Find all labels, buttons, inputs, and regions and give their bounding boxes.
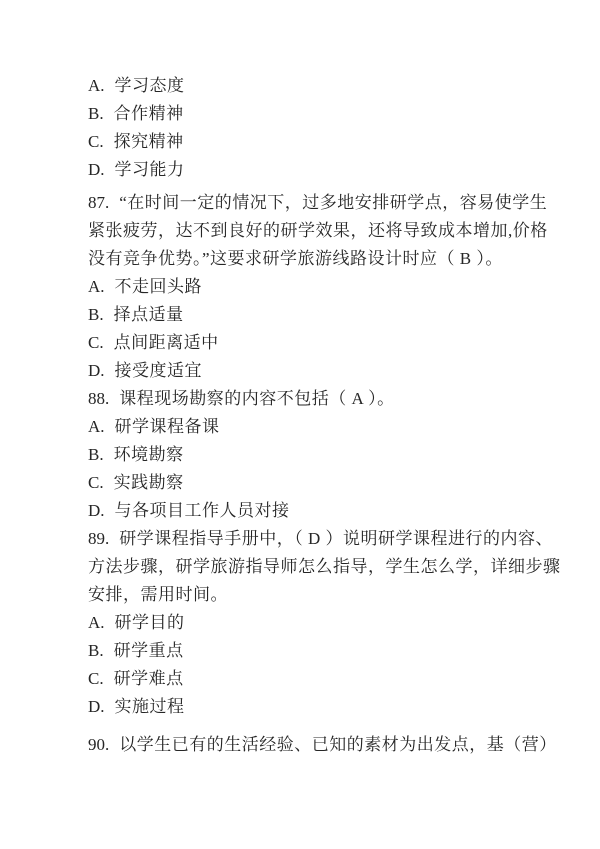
option-text: 接受度适宜 — [114, 361, 203, 380]
option-line — [88, 100, 570, 128]
option-line — [88, 441, 570, 469]
option-line — [88, 693, 570, 721]
option-text: 学习能力 — [114, 160, 185, 179]
option-label: C. — [88, 669, 104, 688]
option-line — [88, 273, 570, 301]
option-line — [88, 72, 570, 100]
question-86-options — [88, 72, 570, 184]
option-line — [88, 497, 570, 525]
option-text: 研学难点 — [113, 669, 184, 688]
option-text: 择点适量 — [113, 305, 184, 324]
option-text: 实施过程 — [114, 697, 185, 716]
option-label: A. — [88, 277, 105, 296]
option-line — [88, 301, 570, 329]
option-label: B. — [88, 445, 104, 464]
option-text: 合作精神 — [113, 104, 184, 123]
question-stem-line: 方法步骤，研学旅游指导师怎么指导，学生怎么学，详细步骤 — [88, 557, 561, 576]
option-label: C. — [88, 333, 104, 352]
option-line — [88, 469, 570, 497]
option-label: A. — [88, 417, 105, 436]
question-87 — [88, 189, 570, 385]
question-number: 89. — [88, 529, 110, 548]
option-label: A. — [88, 76, 105, 95]
question-90 — [88, 731, 570, 759]
option-line — [88, 413, 570, 441]
stem-text: 研学课程指导手册中，（ D ）说明研学课程进行的内容、 — [119, 529, 554, 548]
question-stem-line — [88, 189, 570, 217]
option-text: 研学目的 — [114, 613, 185, 632]
option-line — [88, 637, 570, 665]
option-label: A. — [88, 613, 105, 632]
option-label: D. — [88, 160, 105, 179]
option-line — [88, 128, 570, 156]
option-text: 学习态度 — [114, 76, 185, 95]
option-text: 与各项目工作人员对接 — [114, 501, 290, 520]
question-stem-line — [88, 385, 570, 413]
option-label: B. — [88, 641, 104, 660]
option-label: C. — [88, 473, 104, 492]
option-label: D. — [88, 361, 105, 380]
question-89 — [88, 525, 570, 721]
question-stem-line: 没有竞争优势。”这要求研学旅游线路设计时应（ B ）。 — [88, 249, 503, 268]
option-text: 研学课程备课 — [114, 417, 220, 436]
option-label: B. — [88, 305, 104, 324]
question-stem-line: 紧张疲劳，达不到良好的研学效果，还将导致成本增加,价格 — [88, 221, 548, 240]
option-text: 不走回头路 — [114, 277, 203, 296]
option-text: 探究精神 — [113, 132, 184, 151]
stem-text: 以学生已有的生活经验、已知的素材为出发点，基（营） — [119, 735, 557, 754]
stem-text: 课程现场勘察的内容不包括（ A ）。 — [119, 389, 395, 408]
stem-text: “在时间一定的情况下，过多地安排研学点，容易使学生 — [119, 193, 548, 212]
question-number: 87. — [88, 193, 110, 212]
option-label: B. — [88, 104, 104, 123]
question-stem-line — [88, 731, 570, 759]
question-number: 90. — [88, 735, 110, 754]
option-text: 点间距离适中 — [113, 333, 219, 352]
question-number: 88. — [88, 389, 110, 408]
option-line — [88, 329, 570, 357]
option-text: 环境勘察 — [113, 445, 184, 464]
option-label: D. — [88, 697, 105, 716]
option-label: D. — [88, 501, 105, 520]
option-label: C. — [88, 132, 104, 151]
option-line — [88, 665, 570, 693]
option-line — [88, 357, 570, 385]
question-stem-line — [88, 525, 570, 553]
question-stem-line: 安排，需用时间。 — [88, 585, 228, 604]
option-line — [88, 609, 570, 637]
option-text: 实践勘察 — [113, 473, 184, 492]
option-line — [88, 156, 570, 184]
question-88 — [88, 385, 570, 525]
option-text: 研学重点 — [113, 641, 184, 660]
